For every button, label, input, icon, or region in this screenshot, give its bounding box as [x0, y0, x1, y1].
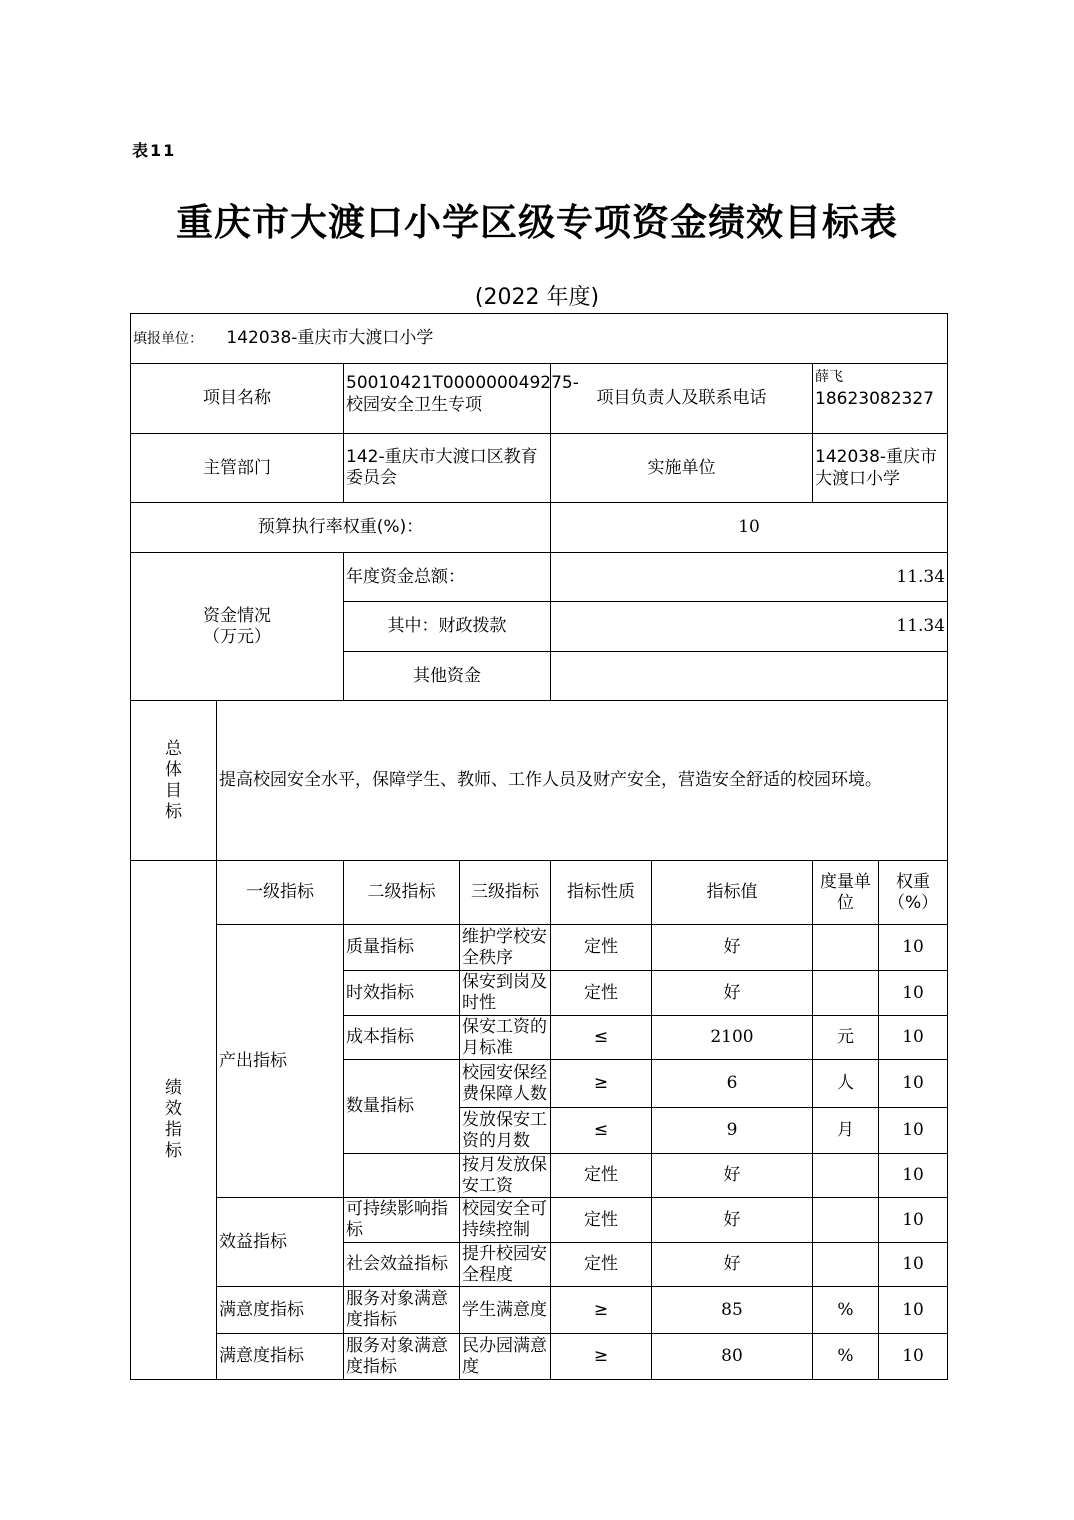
table-row: [131, 1287, 948, 1334]
level2-cell: 服务对象满意度指标: [344, 1287, 460, 1334]
overall-goal-text: 提高校园安全水平，保障学生、教师、工作人员及财产安全，营造安全舒适的校园环境。: [217, 701, 948, 861]
unit-cell: 元: [813, 1016, 879, 1060]
reporting-unit-label: 填报单位：: [133, 330, 203, 347]
unit-cell: 月: [813, 1108, 879, 1154]
table-number: 表11: [132, 141, 177, 160]
budget-weight-label: 预算执行率权重(%)：: [131, 503, 551, 553]
level3-cell: 按月发放保安工资: [460, 1154, 551, 1198]
header-nature: 指标性质: [551, 861, 652, 925]
weight-cell: 10: [879, 1287, 948, 1334]
weight-cell: 10: [879, 1198, 948, 1243]
other-funds-label: 其他资金: [344, 652, 551, 701]
nature-cell: 定性: [551, 1198, 652, 1243]
value-cell: 好: [652, 925, 813, 971]
project-name-label: 项目名称: [131, 364, 344, 434]
level2-sustain: 可持续影响指标: [344, 1198, 460, 1243]
other-funds-value: [551, 652, 948, 701]
level1-benefit: 效益指标: [217, 1198, 344, 1287]
annual-total-value: 11.34: [551, 553, 948, 602]
level3-cell: 维护学校安全秩序: [460, 925, 551, 971]
weight-cell: 10: [879, 1108, 948, 1154]
level1-satisfaction: 满意度指标: [217, 1334, 344, 1380]
level2-quality: 质量指标: [344, 925, 460, 971]
weight-cell: 10: [879, 1154, 948, 1198]
fiscal-year: (2022 年度): [474, 285, 600, 310]
nature-cell: 定性: [551, 925, 652, 971]
nature-cell: 定性: [551, 971, 652, 1016]
weight-cell: 10: [879, 925, 948, 971]
value-cell: 80: [652, 1334, 813, 1380]
overall-goal-label: 总 体 目 标: [131, 701, 217, 861]
funds-label: [131, 553, 344, 701]
header-unit: 度量单位: [813, 861, 879, 925]
level1-satisfaction: 满意度指标: [217, 1287, 344, 1334]
unit-cell: [813, 1243, 879, 1287]
value-cell: 好: [652, 1243, 813, 1287]
implementing-unit-value: 142038-重庆市大渡口小学: [813, 434, 948, 503]
level1-output: 产出指标: [217, 925, 344, 1198]
budget-weight-value: 10: [551, 503, 948, 553]
weight-cell: 10: [879, 1334, 948, 1380]
weight-cell: 10: [879, 971, 948, 1016]
unit-cell: 人: [813, 1060, 879, 1108]
nature-cell: ≤: [551, 1108, 652, 1154]
nature-cell: ≥: [551, 1334, 652, 1380]
weight-cell: 10: [879, 1243, 948, 1287]
header-value: 指标值: [652, 861, 813, 925]
annual-total-label: 年度资金总额：: [344, 553, 551, 602]
nature-cell: ≤: [551, 1016, 652, 1060]
unit-cell: [813, 925, 879, 971]
value-cell: 9: [652, 1108, 813, 1154]
value-cell: 好: [652, 1198, 813, 1243]
unit-cell: [813, 1154, 879, 1198]
value-cell: 85: [652, 1287, 813, 1334]
level3-cell: 校园安保经费保障人数: [460, 1060, 551, 1108]
header-level2: 二级指标: [344, 861, 460, 925]
level3-cell: 保安工资的月标准: [460, 1016, 551, 1060]
level2-quantity: 数量指标: [344, 1060, 460, 1154]
level2-empty: [344, 1154, 460, 1198]
value-cell: 好: [652, 971, 813, 1016]
level2-cell: 服务对象满意度指标: [344, 1334, 460, 1380]
project-owner-label: 项目负责人及联系电话: [551, 364, 813, 434]
project-owner-contact: [813, 364, 948, 434]
reporting-unit-row: [131, 314, 948, 364]
level2-time: 时效指标: [344, 971, 460, 1016]
unit-cell: %: [813, 1334, 879, 1380]
performance-target-table: [130, 313, 948, 1380]
weight-cell: 10: [879, 1016, 948, 1060]
page-title: 重庆市大渡口小学区级专项资金绩效目标表: [176, 201, 898, 244]
level3-cell: 民办园满意度: [460, 1334, 551, 1380]
value-cell: 6: [652, 1060, 813, 1108]
level3-cell: 提升校园安全程度: [460, 1243, 551, 1287]
level3-cell: 保安到岗及时性: [460, 971, 551, 1016]
table-row: [131, 1334, 948, 1380]
header-level1: 一级指标: [217, 861, 344, 925]
level3-cell: 校园安全可持续控制: [460, 1198, 551, 1243]
department-label: 主管部门: [131, 434, 344, 503]
project-owner-phone: 18623082327: [815, 389, 934, 409]
level3-cell: 发放保安工资的月数: [460, 1108, 551, 1154]
table-row: [131, 925, 948, 971]
implementing-unit-label: 实施单位: [551, 434, 813, 503]
fiscal-allocation-label: 其中：财政拨款: [344, 602, 551, 652]
nature-cell: ≥: [551, 1060, 652, 1108]
unit-cell: %: [813, 1287, 879, 1334]
unit-cell: [813, 1198, 879, 1243]
level3-cell: 学生满意度: [460, 1287, 551, 1334]
header-level3: 三级指标: [460, 861, 551, 925]
fiscal-allocation-value: 11.34: [551, 602, 948, 652]
department-value: 142-重庆市大渡口区教育委员会: [344, 434, 551, 503]
nature-cell: 定性: [551, 1243, 652, 1287]
table-row: [131, 1198, 948, 1243]
indicators-label: 绩 效 指 标: [131, 861, 217, 1380]
project-owner-name: 薛飞: [815, 369, 843, 385]
reporting-unit-value: 142038-重庆市大渡口小学: [226, 327, 434, 348]
value-cell: 2100: [652, 1016, 813, 1060]
level2-cost: 成本指标: [344, 1016, 460, 1060]
project-name-value: 50010421T000000049275-校园安全卫生专项: [344, 364, 551, 434]
nature-cell: 定性: [551, 1154, 652, 1198]
header-weight: 权重（%）: [879, 861, 948, 925]
level2-social: 社会效益指标: [344, 1243, 460, 1287]
nature-cell: ≥: [551, 1287, 652, 1334]
funds-title: 资金情况: [203, 605, 271, 626]
unit-cell: [813, 971, 879, 1016]
weight-cell: 10: [879, 1060, 948, 1108]
funds-unit: （万元）: [203, 626, 271, 647]
value-cell: 好: [652, 1154, 813, 1198]
